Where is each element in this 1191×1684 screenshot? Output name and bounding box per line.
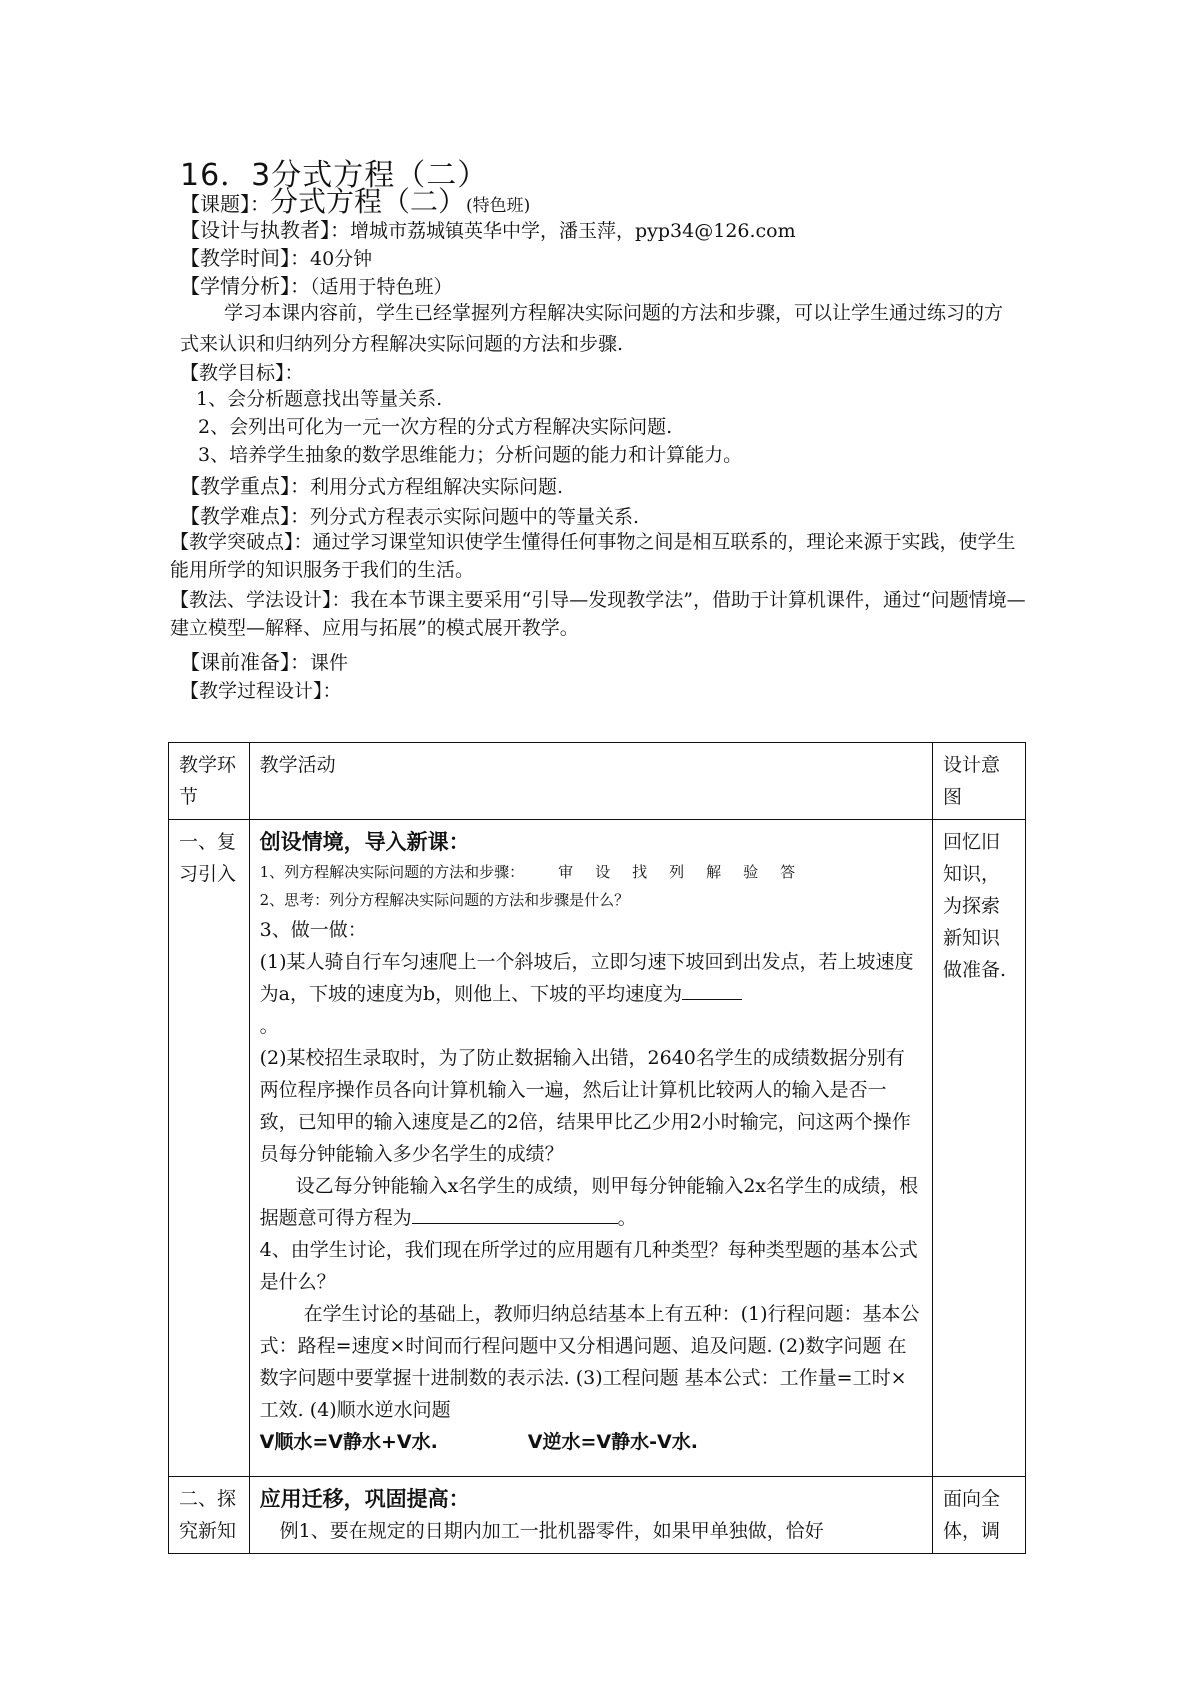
q1-answer-blank (682, 981, 742, 1000)
breakthrough-value: 通过学习课堂知识使学生懂得任何事物之间是相互联系的，理论来源于实践，使学生能用所学的知识服务于我们的生活。 (170, 531, 1016, 581)
key-label: 【教学重点】： (180, 474, 310, 498)
row1-item3: 3、做一做： (259, 919, 367, 941)
row2-heading: 应用迁移，巩固提高： (259, 1487, 470, 1511)
row2-intent: 面向全体，调 (932, 1477, 1025, 1554)
goal-2: 2、会列出可化为一元一次方程的分式方程解决实际问题. (198, 416, 673, 438)
prep-value: 课件 (310, 652, 349, 674)
time-line (180, 242, 372, 271)
process-table (168, 742, 1026, 1554)
row1-q2-end: 。 (617, 1207, 637, 1229)
goal-3: 3、培养学生抽象的数学思维能力；分析问题的能力和计算能力。 (198, 444, 743, 466)
designer-label: 【设计与执教者】： (180, 218, 350, 242)
row1-heading: 创设情境，导入新课： (259, 830, 470, 854)
analysis-line (180, 270, 453, 299)
goal-1: 1、会分析题意找出等量关系. (196, 388, 443, 410)
row1-q2-setup (260, 1170, 922, 1234)
row1-item1-steps: 审设找列解验答 (558, 863, 818, 881)
process-label: 【教学过程设计】： (180, 680, 342, 702)
key-line (180, 470, 563, 499)
designer-value: 增城市荔城镇英华中学，潘玉萍，pyp34@126.com (350, 220, 796, 242)
time-value: 40分钟 (310, 248, 373, 270)
header-intent: 设计意图 (932, 743, 1025, 820)
row1-spacer (260, 1458, 922, 1470)
topic-main: 分式方程（二） (270, 185, 467, 218)
row2-activity (249, 1477, 932, 1554)
row2-stage: 二、探究新知 (169, 1477, 250, 1554)
difficult-label: 【教学难点】： (180, 504, 310, 528)
row1-item1-text: 1、列方程解决实际问题的方法和步骤： (259, 863, 525, 881)
analysis-text: 学习本课内容前，学生已经掌握列方程解决实际问题的方法和步骤，可以让学生通过练习的方式来认识和归纳列分方程解决实际问题的方法和步骤. (180, 302, 1004, 355)
header-activity: 教学活动 (249, 743, 932, 820)
row1-q1 (260, 946, 922, 1042)
table-row (169, 820, 1026, 1477)
method-label: 【教法、学法设计】： (170, 589, 351, 611)
difficult-value: 列分式方程表示实际问题中的等量关系. (310, 506, 640, 528)
prep-line (180, 646, 348, 675)
row1-formulas (260, 1426, 922, 1458)
row1-q2: (2)某校招生录取时，为了防止数据输入出错，2640名学生的成绩数据分别有两位程序操作员各向计算机输入一遍，然后让计算机比较两人的输入是否一致，已知甲的输入速度是乙的2倍，结果甲比乙少用2小时输完，问这两个操作员每分钟能输入多少名学生的成绩？ (259, 1047, 911, 1165)
row1-stage: 一、复习引入 (169, 820, 250, 1477)
difficult-line (180, 500, 639, 529)
analysis-note: （适用于特色班） (310, 276, 453, 298)
q2-answer-blank (412, 1205, 618, 1224)
designer-line (180, 214, 796, 243)
row1-item1 (260, 858, 922, 886)
topic-label: 【课题】： (180, 192, 270, 216)
analysis-label: 【学情分析】： (180, 274, 310, 298)
time-label: 【教学时间】： (180, 246, 310, 270)
row1-summary-text: 在学生讨论的基础上，教师归纳总结基本上有五种：(1)行程问题：基本公式：路程=速度×时间而行程问题中又分相遇问题、追及问题. (2)数字问题 在数字问题中要掌握十进制数的表示法. (3)工程问题 基本公式：工作量=工时×工效. (4)顺水逆水问题 (259, 1303, 920, 1421)
row1-item2: 2、思考：列分方程解决实际问题的方法和步骤是什么？ (259, 891, 630, 909)
breakthrough-label: 【教学突破点】： (170, 531, 313, 553)
formula-upstream: V逆水=V静水-V水. (527, 1431, 698, 1453)
goals-label: 【教学目标】： (180, 362, 304, 384)
method-block (170, 586, 1030, 642)
header-stage: 教学环节 (169, 743, 250, 820)
row1-q1-text: (1)某人骑自行车匀速爬上一个斜坡后，立即匀速下坡回到出发点，若上坡速度为a，下坡的速度为b，则他上、下坡的平均速度为 (259, 951, 914, 1005)
prep-label: 【课前准备】： (180, 650, 310, 674)
key-value: 利用分式方程组解决实际问题. (310, 476, 564, 498)
document-title: 16．3分式方程（二） (180, 158, 489, 193)
row1-summary (260, 1298, 922, 1426)
topic-note: (特色班) (466, 196, 531, 216)
breakthrough-block (170, 528, 1030, 584)
row1-intent: 回忆旧知识，为探索新知识做准备. (932, 820, 1025, 1477)
row1-item4: 4、由学生讨论，我们现在所学过的应用题有几种类型？每种类型题的基本公式是什么？ (259, 1239, 918, 1293)
table-header-row (169, 743, 1026, 820)
row1-q2-setup-text: 设乙每分钟能输入x名学生的成绩，则甲每分钟能输入2x名学生的成绩，根据题意可得方程为 (259, 1175, 919, 1229)
row2-example1: 例1、要在规定的日期内加工一批机器零件，如果甲单独做，恰好 (279, 1520, 824, 1542)
method-value: 我在本节课主要采用“引导—发现教学法”，借助于计算机课件，通过“问题情境—建立模型—解释、应用与拓展”的模式展开教学。 (170, 589, 1026, 639)
row1-q1-end: 。 (259, 1015, 279, 1037)
formula-downstream: V顺水=V静水+V水. (259, 1431, 438, 1453)
table-row (169, 1477, 1026, 1554)
row1-activity (249, 820, 932, 1477)
